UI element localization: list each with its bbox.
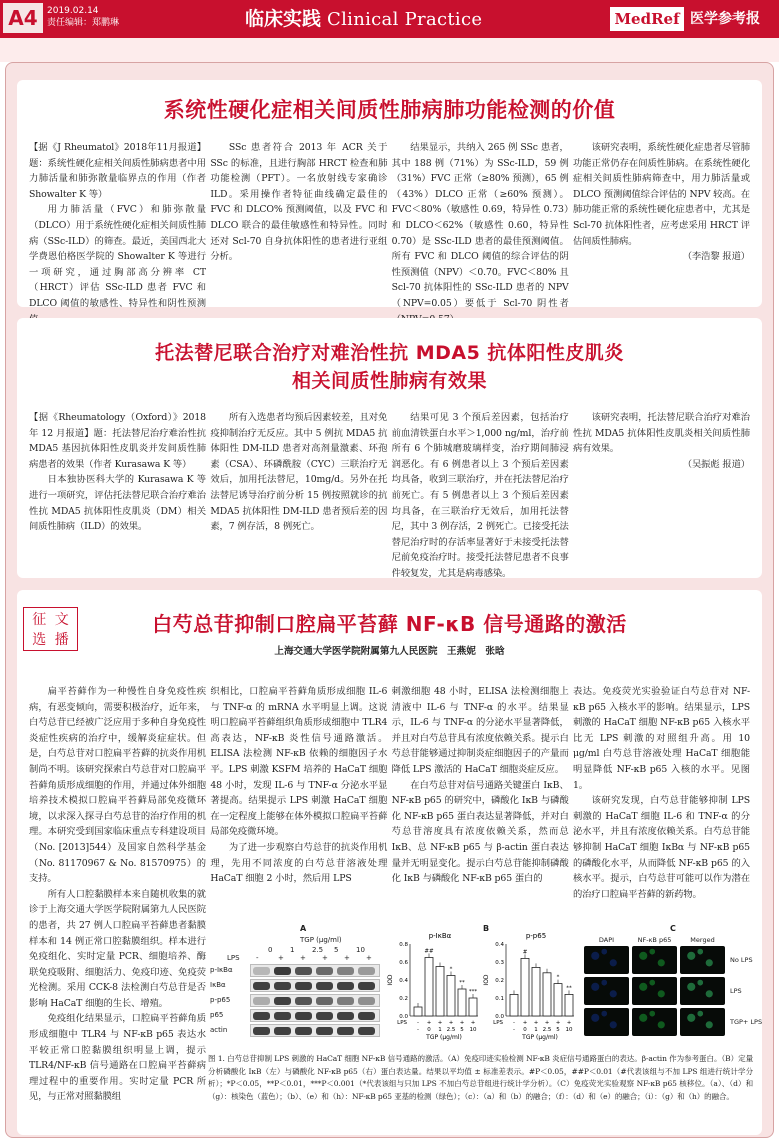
header-band xyxy=(0,38,779,62)
bar xyxy=(447,976,455,1017)
blot-band xyxy=(295,1012,312,1020)
paragraph: 扁平苔藓作为一种慢性自身免疫性疾病，有恶变倾向，需要积极治疗，近年来，白芍总苷已经被广泛应用于多种自身免疫性炎症性疾病的治疗中，缓解炎症症状。但是，白芍总苷对口腔扁平苔藓的抗炎作用机制尚不明。该研究探索白芍总苷对口腔扁平苔藓角质形成细胞的作用，并通过体外细胞培养技术模拟口腔扁平苔藓局部免疫微环境，以求深入探寻白芍总苷的治疗作用的机理。本研究受到国家临床重点专科建设项目（No. [2013]544）及国家自然科学基金（No. 81170967 & No. 81570975）的支持。 xyxy=(29,686,206,885)
article-1-col-4 xyxy=(573,140,750,302)
y-tick-label: 0.6 xyxy=(399,960,408,966)
blot-band xyxy=(337,1012,354,1020)
blot-row-label: p65 xyxy=(210,1011,224,1019)
blot-band xyxy=(253,997,270,1005)
stamp-char: 播 xyxy=(54,632,69,648)
concentration-label: 5 xyxy=(334,946,339,954)
paragraph: 所有人口腔黏膜样本来自随机收集的就诊于上海交通大学医学院附属第九人民医院的患者，共 27 例人口腔扁平苔藓患者黏膜样本和 14 例正常口腔黏膜组织。样本进行免疫组化、实时定量 PCR、细胞培养、酶联免疫吸附、细胞活力、免疫印迹、免疫荧光检测。采用 CCK-8 法检测白芍总苷是否影响 HaCaT 细胞的生长、增殖。 xyxy=(29,888,206,1009)
bar xyxy=(554,984,562,1016)
article-2-title-line-2: 相关间质性肺病有效果 xyxy=(291,370,487,392)
chart-title: p-p65 xyxy=(525,932,547,940)
lps-sign: + xyxy=(322,954,328,962)
paragraph: 【据《J Rheumatol》2018年11月报道】题：系统性硬化症相关间质性肺病患者中用力肺活量和肺弥散量临界点的作用（作者 Showalter K 等） xyxy=(29,142,206,200)
panel-b-label: B xyxy=(483,924,490,933)
lps-sign: + xyxy=(344,954,350,962)
article-3-col-1 xyxy=(29,684,206,1136)
blot-band xyxy=(274,1012,291,1020)
blot-band xyxy=(295,967,312,975)
paragraph: 结果显示，共纳入 265 例 SSc 患者，其中 188 例（71%）为 SSc-ILD，59 例（31%）FVC 正常（≥80% 预测），65 例（43%）DLCO 正常（≥60% 预测）。FVC＜80%（敏感性 0.69，特异性 0.73）和 DLCO＜62%（敏感性 0.60，特异性 0.70）是 SSc-ILD 患者的最佳预测阈值。所有 FVC 和 DLCO 阈值的综合评估的阴性预测值（NPV）＜0.70。FVC＜80% 且 Scl-70 抗体阳性的 SSc-ILD 患者的 NPV（NPV=0.05）要低于 Scl-70 阴性者 xyxy=(391,142,569,309)
microscopy-column-label: Merged xyxy=(690,936,715,944)
paragraph: 表达。免疫荧光实验验证白芍总苷对 NF-κB p65 入核水平的影响。结果显示，LPS 刺激的 HaCaT 细胞 NF-κB p65 入核水平比无 LPS 刺激的对照组升高。用 10 μg/ml 白芍总苷溶液处理 HaCaT 细胞能明显降低 NF-κB p65 入核的水平。见图 1。 xyxy=(572,686,750,791)
lps-sign: + xyxy=(533,1020,539,1026)
y-tick-label: 0.2 xyxy=(399,996,408,1002)
x-tick-label: 10 xyxy=(565,1027,573,1033)
blot-band xyxy=(274,997,291,1005)
blot-row-label: actin xyxy=(210,1026,228,1034)
bar xyxy=(469,998,477,1016)
figure-1-caption: 图 1. 白芍总苷抑制 LPS 刺激的 HaCaT 细胞 NF-κB 信号通路的激活。（A）免疫印迹实验检测 NF-κB 炎症信号通路蛋白的表达。β-actin 作为参考蛋白。（B）定量分析磷酸化 IκB（左）与磷酸化 NF-κB p65（右）蛋白表达量。结果以平均值 ± 标准差表示。#P＜0.05，##P＜0.01（#代表该组与不加 LPS 组进行统计学分析）；*P＜0.05，**P＜0.01，***P＜0.001（*代表该组与只加 LPS 不加白芍总苷组进行统计学分析）。（C）免疫荧光实验观察 NF-κB p65 核移位。（a）、（d）和（g）：核染色（蓝色）；（b）、（e）和（h）：NF-κB p65 亚基的检测（绿色）；（c）：（a）和（b）的融合；（f）：（d）和（e）的融合；（i）：（g）和（h）的融合。 xyxy=(208,1054,753,1101)
bar xyxy=(532,967,540,1016)
y-axis-label: IOD xyxy=(387,974,394,986)
article-1-col-1 xyxy=(29,140,206,309)
y-tick-label: 0.4 xyxy=(399,978,408,984)
x-tick-label: 0 xyxy=(427,1027,431,1033)
section-title-cn: 临床实践 xyxy=(245,8,322,30)
microscopy-image xyxy=(632,1008,677,1036)
blot-band xyxy=(337,967,354,975)
header-meta xyxy=(47,5,119,29)
blot-band xyxy=(316,997,333,1005)
article-2 xyxy=(17,318,762,578)
x-tick-label: 10 xyxy=(469,1027,477,1033)
microscopy-row-label: No LPS xyxy=(730,956,753,964)
y-tick-label: 0.8 xyxy=(399,942,408,948)
microscopy-image xyxy=(680,946,725,974)
bar xyxy=(414,1007,422,1016)
article-2-col-3 xyxy=(391,410,569,579)
concentration-label: 2.5 xyxy=(312,946,324,954)
article-3-col-2 xyxy=(210,684,387,918)
blot-band xyxy=(274,982,291,990)
blot-band xyxy=(295,997,312,1005)
panel-a-label: A xyxy=(300,924,307,933)
byline-signature: （吴振彪 报道） xyxy=(682,458,750,470)
blot-band xyxy=(316,1027,333,1035)
article-1-title: 系统性硬化症相关间质性肺病肺功能检测的价值 xyxy=(163,98,616,122)
microscopy-image xyxy=(584,977,629,1005)
lps-sign: + xyxy=(366,954,372,962)
significance-mark: * xyxy=(556,974,560,981)
microscopy-image xyxy=(584,946,629,974)
microscopy-row-label: TGP+ LPS xyxy=(730,1018,763,1026)
significance-mark: ** xyxy=(459,980,465,986)
microscopy-image xyxy=(632,946,677,974)
blot-band xyxy=(295,1027,312,1035)
blot-band xyxy=(295,982,312,990)
section-title-en: Clinical Practice xyxy=(327,9,483,30)
blot-row-label: p-IκBα xyxy=(210,966,233,974)
stamp-char: 文 xyxy=(54,612,69,628)
x-tick-label: 1 xyxy=(438,1027,442,1033)
blot-band xyxy=(337,982,354,990)
editor-credit: 责任编辑：郑鹏琳 xyxy=(47,18,120,28)
paragraph: 为了进一步观察白芍总苷的抗炎作用机理，先用不同浓度的白芍总苷溶液处理 HaCaT 细胞 2 小时，然后用 LPS xyxy=(210,841,388,885)
chart-title: p-IκBα xyxy=(428,932,452,940)
western-blot xyxy=(208,964,383,1040)
x-tick-label: - xyxy=(513,1027,515,1033)
blot-band xyxy=(316,1012,333,1020)
blot-band xyxy=(253,967,270,975)
blot-band xyxy=(316,967,333,975)
medref-logo: MedRef xyxy=(610,7,684,31)
x-tick-label: 1 xyxy=(534,1027,538,1033)
lps-sign: + xyxy=(300,954,306,962)
microscopy-column-label: DAPI xyxy=(598,936,615,944)
lps-sign: + xyxy=(426,1020,432,1026)
paragraph: 【据《Rheumatology（Oxford）》2018 年 12 月报道】题：托法替尼治疗难治性抗 MDA5 基因抗体阳性皮肌炎并发间质性肺病患者的效果（作者 Kurasawa K 等） xyxy=(29,412,206,470)
bar xyxy=(436,967,444,1017)
blot-band xyxy=(274,967,291,975)
paragraph: 在白芍总苷对信号通路关键蛋白 IκB、NF-κB p65 的研究中，磷酸化 IκB 与磷酸化 NF-κB p65 蛋白表达显著降低，并对白芍总苷溶度具有浓度依赖关系，然而总 IκB、总 NF-κB p65 与 β-actin 蛋白表达量并无明显变化。提示白芍总苷能抑制磷酸化 IκB 与磷酸化 NF-κB p65 蛋白的 xyxy=(391,779,569,885)
blot-band xyxy=(358,967,375,975)
bar xyxy=(565,994,573,1016)
figure-1 xyxy=(208,922,763,1042)
tgp-label-a: TGP (μg/ml) xyxy=(300,936,342,944)
lps-sign: + xyxy=(470,1020,476,1026)
blot-band xyxy=(274,1027,291,1035)
bar xyxy=(521,958,529,1016)
section-title xyxy=(245,7,482,32)
blot-band xyxy=(253,1027,270,1035)
y-tick-label: 0.0 xyxy=(495,1014,504,1020)
blot-band xyxy=(358,1012,375,1020)
article-3-col-3 xyxy=(392,684,569,918)
lps-sign: + xyxy=(566,1020,572,1026)
immunofluorescence-grid xyxy=(584,936,763,1041)
y-tick-label: 0.0 xyxy=(399,1014,408,1020)
article-2-col-4 xyxy=(573,410,750,574)
paragraph: 该研究表明，系统性硬化症患者尽管肺功能正常仍存在间质性肺病。在系统性硬化症相关间质性肺病筛查中，用力肺活量或 DLCO 预测阈值综合评估的 NPV 较高。在肺功能正常的系统性硬化症患者中，尤其是 Scl-70 抗体阳性者，应考虑采用 HRCT 评估间质性肺病。 xyxy=(572,142,750,247)
microscopy-image xyxy=(680,1008,725,1036)
blot-band xyxy=(316,982,333,990)
blot-row-label: IκBα xyxy=(210,981,226,989)
significance-mark: ## xyxy=(424,948,434,955)
paper-name: 医学参考报 xyxy=(690,11,760,27)
y-tick-label: 0.3 xyxy=(495,960,504,966)
paragraph: SSc 患者符合 2013 年 ACR 关于 SSc 的标准，且进行胸部 HRCT 检查和肺功能检测（PFT）。一名放射线专家确诊 ILD。采用操作者特征曲线确定最佳的 FVC 和 DLCO% 预测阈值，以及 FVC 和 DLCO 联合的最佳敏感性和特异性。同时还对 Scl-70 自身抗体阳性的患者进行亚组分析。 xyxy=(210,142,388,263)
lps-sign: + xyxy=(522,1020,528,1026)
lps-sign: - xyxy=(513,1020,515,1026)
x-tick-label: 2.5 xyxy=(446,1027,456,1033)
significance-mark: ** xyxy=(566,985,572,992)
lps-sign: + xyxy=(459,1020,465,1026)
y-axis-label: IOD xyxy=(483,974,490,986)
article-1-col-3 xyxy=(391,140,569,309)
article-2-title-line-1: 托法替尼联合治疗对难治性抗 MDA5 抗体阳性皮肌炎 xyxy=(155,342,624,364)
lps-sign: + xyxy=(448,1020,454,1026)
article-3-col-4 xyxy=(573,684,750,918)
y-tick-label: 0.2 xyxy=(495,978,504,984)
microscopy-column-label: NF-κB p65 xyxy=(637,936,672,944)
blot-band xyxy=(337,997,354,1005)
bar xyxy=(458,989,466,1016)
lps-sign: + xyxy=(278,954,284,962)
article-1-col-2 xyxy=(210,140,387,302)
paragraph: 所有入选患者均预后因素较差，且对免疫抑制治疗无反应。其中 5 例抗 MDA5 抗体阳性 DM-ILD 患者对高剂量激素、环孢素（CSA）、环磷酰胺（CYC）三联治疗无效后，加用托法替尼，10mg/d。另外在托法替尼诱导治疗前分析 15 例按照就诊的抗 MDA5 抗体阳性 DM-ILD 患者预后差的因素，7 例存活，8 例死亡。 xyxy=(210,412,388,533)
concentration-label: 10 xyxy=(356,946,365,954)
lps-sign-row xyxy=(256,954,376,963)
concentration-label: 0 xyxy=(268,946,273,954)
significance-mark: # xyxy=(522,949,528,956)
blot-band xyxy=(358,1027,375,1035)
microscopy-row-label: LPS xyxy=(730,987,742,995)
article-3-title: 白芍总苷抑制口腔扁平苔藓 NF-κB 信号通路的激活 xyxy=(152,612,627,636)
blot-band xyxy=(358,982,375,990)
stamp-char: 征 xyxy=(32,612,47,628)
significance-mark: * xyxy=(449,966,453,973)
article-2-col-2 xyxy=(210,410,387,574)
significance-mark: *** xyxy=(468,989,478,995)
microscopy-image xyxy=(632,977,677,1005)
blot-band xyxy=(253,1012,270,1020)
y-tick-label: 0.4 xyxy=(495,942,504,948)
microscopy-image xyxy=(680,977,725,1005)
blot-row-label: p-p65 xyxy=(210,996,231,1004)
paragraph: 结果可见 3 个预后差因素，包括治疗前血清铁蛋白水平＞1,000 ng/ml，治疗前所有 6 个肺城磨玻璃样变，治疗期间肺浸润恶化。有 6 例患者以上 3 个预后差因素均具备，收到三联治疗，并在托法替尼治疗前死亡。有 5 例患者以上 3 个预后差因素均具备，在三联治疗无效后，加用托法替尼，其中 3 例存活，2 例死亡。已接受托法替尼治疗时的存活率显著好于未接受托法替尼前免疫治疗时。接受托法替尼患者不良事件较复发，尤其是病毒感染。 xyxy=(391,412,569,579)
microscopy-image xyxy=(584,1008,629,1036)
article-2-col-1 xyxy=(29,410,206,574)
paragraph: 日本独协医科大学的 Kurasawa K 等进行一项研究，评估托法替尼联合治疗难治性抗 MDA5 抗体阳性皮肌炎（DM）相关间质性肺病（ILD）的效果。 xyxy=(29,474,206,533)
x-axis-label: TGP (μg/ml) xyxy=(522,1034,558,1041)
x-tick-label: 0 xyxy=(523,1027,527,1033)
byline-signature: （李浩黎 报道） xyxy=(682,251,750,263)
lps-sign: + xyxy=(555,1020,561,1026)
blot-band xyxy=(337,1027,354,1035)
x-tick-label: 2.5 xyxy=(542,1027,552,1033)
y-tick-label: 0.1 xyxy=(495,996,504,1002)
article-1 xyxy=(17,80,762,307)
paragraph: 用力肺活量（FVC）和肺弥散量（DLCO）用于系统性硬化症相关间质性肺病（SSc-ILD）的筛查。最近，美国西北大学费恩伯格医学院的 Showalter K 等进行一项研究，通过胸部高分辨率 CT（HRCT）评估 SSc-ILD 患者 FVC 和 DLCO 阈值的敏感性、特异性和阴性预测 xyxy=(29,204,206,309)
page-number: A4 xyxy=(3,3,43,33)
lps-sign: + xyxy=(437,1020,443,1026)
issue-date: 2019.02.14 xyxy=(47,6,99,16)
stamp-char: 选 xyxy=(32,632,47,648)
concentration-label: 1 xyxy=(290,946,295,954)
bar xyxy=(510,994,518,1016)
bar xyxy=(425,958,433,1017)
paragraph: 该研究表明，托法替尼联合治疗对难治性抗 MDA5 抗体阳性皮肌炎相关间质性肺病有效果。 xyxy=(572,412,750,455)
lps-sign: - xyxy=(256,954,259,962)
bar xyxy=(543,973,551,1016)
bar-chart-p-p65 xyxy=(484,930,576,1042)
x-tick-label: 5 xyxy=(556,1027,560,1033)
blot-band xyxy=(253,982,270,990)
lps-sign: + xyxy=(544,1020,550,1026)
lps-sign: - xyxy=(417,1020,419,1026)
lps-label: LPS xyxy=(493,1020,503,1026)
paragraph: 免疫组化结果显示，口腔扁平苔藓角质形成细胞中 TLR4 与 NF-κB p65 表达水平较正常口腔黏膜组织明显上调，提示 TLR4/NF-κB 信号通路在口腔扁平苔藓病理过程中的重要作用。实时定量 PCR 所见，与正常对照黏膜组 xyxy=(29,1013,206,1103)
blot-band xyxy=(358,997,375,1005)
x-axis-label: TGP (μg/ml) xyxy=(426,1034,462,1041)
lps-label-a: LPS xyxy=(227,954,240,962)
x-tick-label: 5 xyxy=(460,1027,464,1033)
paragraph: 该研究发现，白芍总苷能够抑制 LPS 刺激的 HaCaT 细胞 IL-6 和 TNF-α 的分泌水平，并且有浓度依赖关系。白芍总苷能够抑制 HaCaT 细胞 IκBα 与 NF-κB p65 的磷酸化水平，从而降低 NF-κB p65 的入核水平。提示，白芍总苷可能可以作为潜在的治疗口腔扁平苔藓的新药物。 xyxy=(572,795,750,900)
bar-chart-p-ikba xyxy=(388,930,480,1042)
article-3-authors: 上海交通大学医学院附属第九人民医院 王燕妮 张晗 xyxy=(274,646,505,657)
page-header xyxy=(0,0,779,38)
paragraph: 织相比，口腔扁平苔藓角质形成细胞 IL-6 与 TNF-α 的 mRNA 水平明显上调。这说明口腔扁平苔藓组织角质形成细胞中 TLR4 高表达，NF-κB 炎性信号通路激活。ELISA 法检测 NF-κB 依赖的细胞因子水平。LPS 刺激 KSFM 培养的 HaCaT 细胞 48 小时，发现 IL-6 与 TNF-α 分泌水平显著提高。结果提示 LPS 刺激 HaCaT 细胞在一定程度上能够在体外模拟口腔扁平苔藓局部免疫微环境。 xyxy=(210,686,388,838)
lps-label: LPS xyxy=(397,1020,407,1026)
x-tick-label: - xyxy=(417,1027,419,1033)
panel-c-label: C xyxy=(670,924,676,933)
paragraph: 刺激细胞 48 小时，ELISA 法检测细胞上清液中 IL-6 与 TNF-α 的水平。结果显示，IL-6 与 TNF-α 的分泌水平显著降低，并且对白芍总苷具有浓度依赖关系。提示白芍总苷能够通过抑制炎症细胞因子的产量而降低 LPS 激活的 HaCaT 细胞炎症反应。 xyxy=(391,686,569,775)
